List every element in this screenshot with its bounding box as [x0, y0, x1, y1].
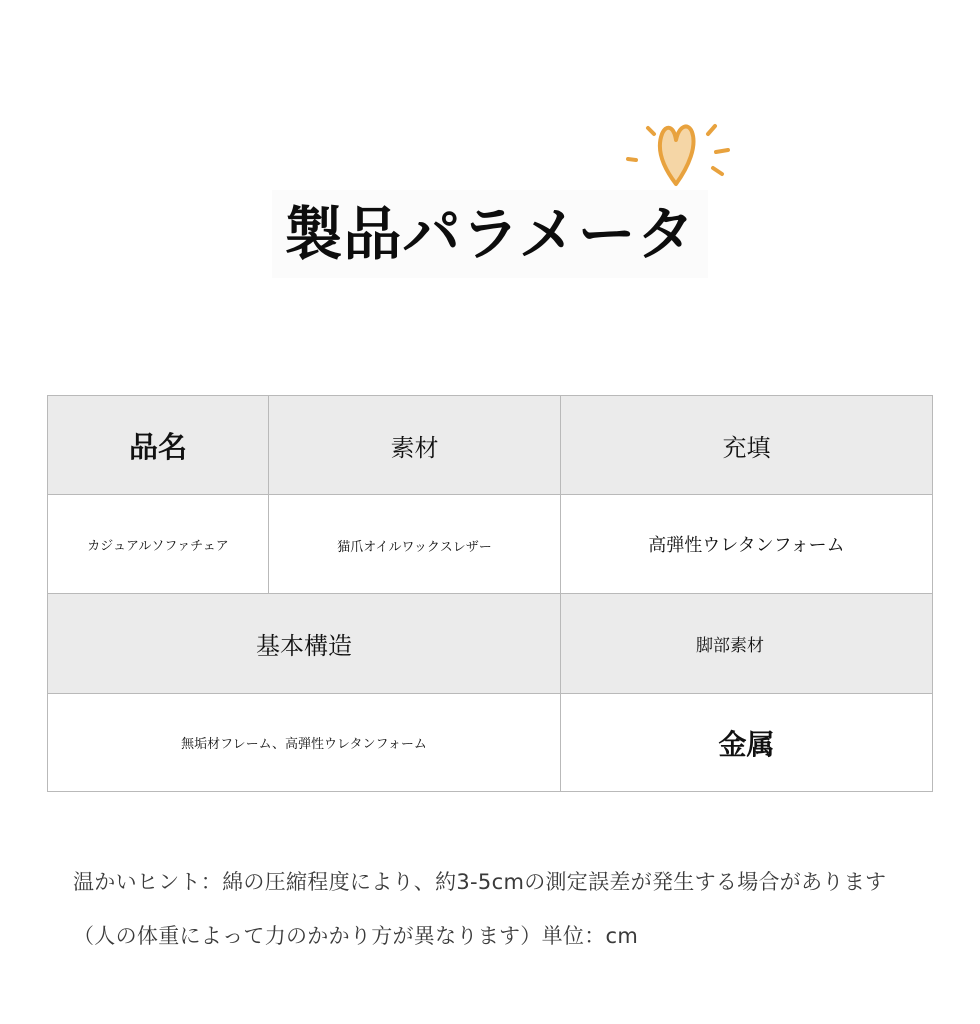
- header-cell-structure: [48, 594, 561, 694]
- value-cell-name: [48, 495, 269, 594]
- parameter-table: [47, 395, 933, 792]
- value-name-text: カジュアルソファチェア: [87, 538, 229, 554]
- value-cell-structure: [48, 694, 561, 791]
- tip-note-line-1: 温かいヒント：綿の圧縮程度により、約3-5cmの測定誤差が発生する場合があります: [73, 870, 887, 894]
- tip-note-line-2: （人の体重によって力のかかり方が異なります）単位：cm: [73, 924, 639, 948]
- header-filling-label: 充填: [722, 433, 771, 462]
- heart-sparkle-doodle-icon: [618, 112, 738, 198]
- header-material-label: 素材: [390, 433, 439, 462]
- header-name-label: 品名: [128, 429, 187, 464]
- header-leg-material-label: 脚部素材: [696, 636, 764, 656]
- value-cell-filling: [561, 495, 932, 594]
- value-cell-leg-material: [561, 694, 932, 791]
- page-title: 製品パラメータ: [272, 190, 708, 278]
- value-filling-text: 高弾性ウレタンフォーム: [648, 535, 845, 556]
- value-cell-material: [269, 495, 561, 594]
- header-cell-leg-material: [561, 594, 932, 694]
- value-leg-material-text: 金属: [718, 727, 775, 761]
- header-cell-name: [48, 396, 269, 495]
- value-structure-text: 無垢材フレーム、高弾性ウレタンフォーム: [181, 737, 427, 752]
- header-structure-label: 基本構造: [256, 632, 352, 660]
- value-material-text: 猫爪オイルワックスレザー: [337, 540, 492, 555]
- header-cell-material: [269, 396, 561, 495]
- header-cell-filling: [561, 396, 932, 495]
